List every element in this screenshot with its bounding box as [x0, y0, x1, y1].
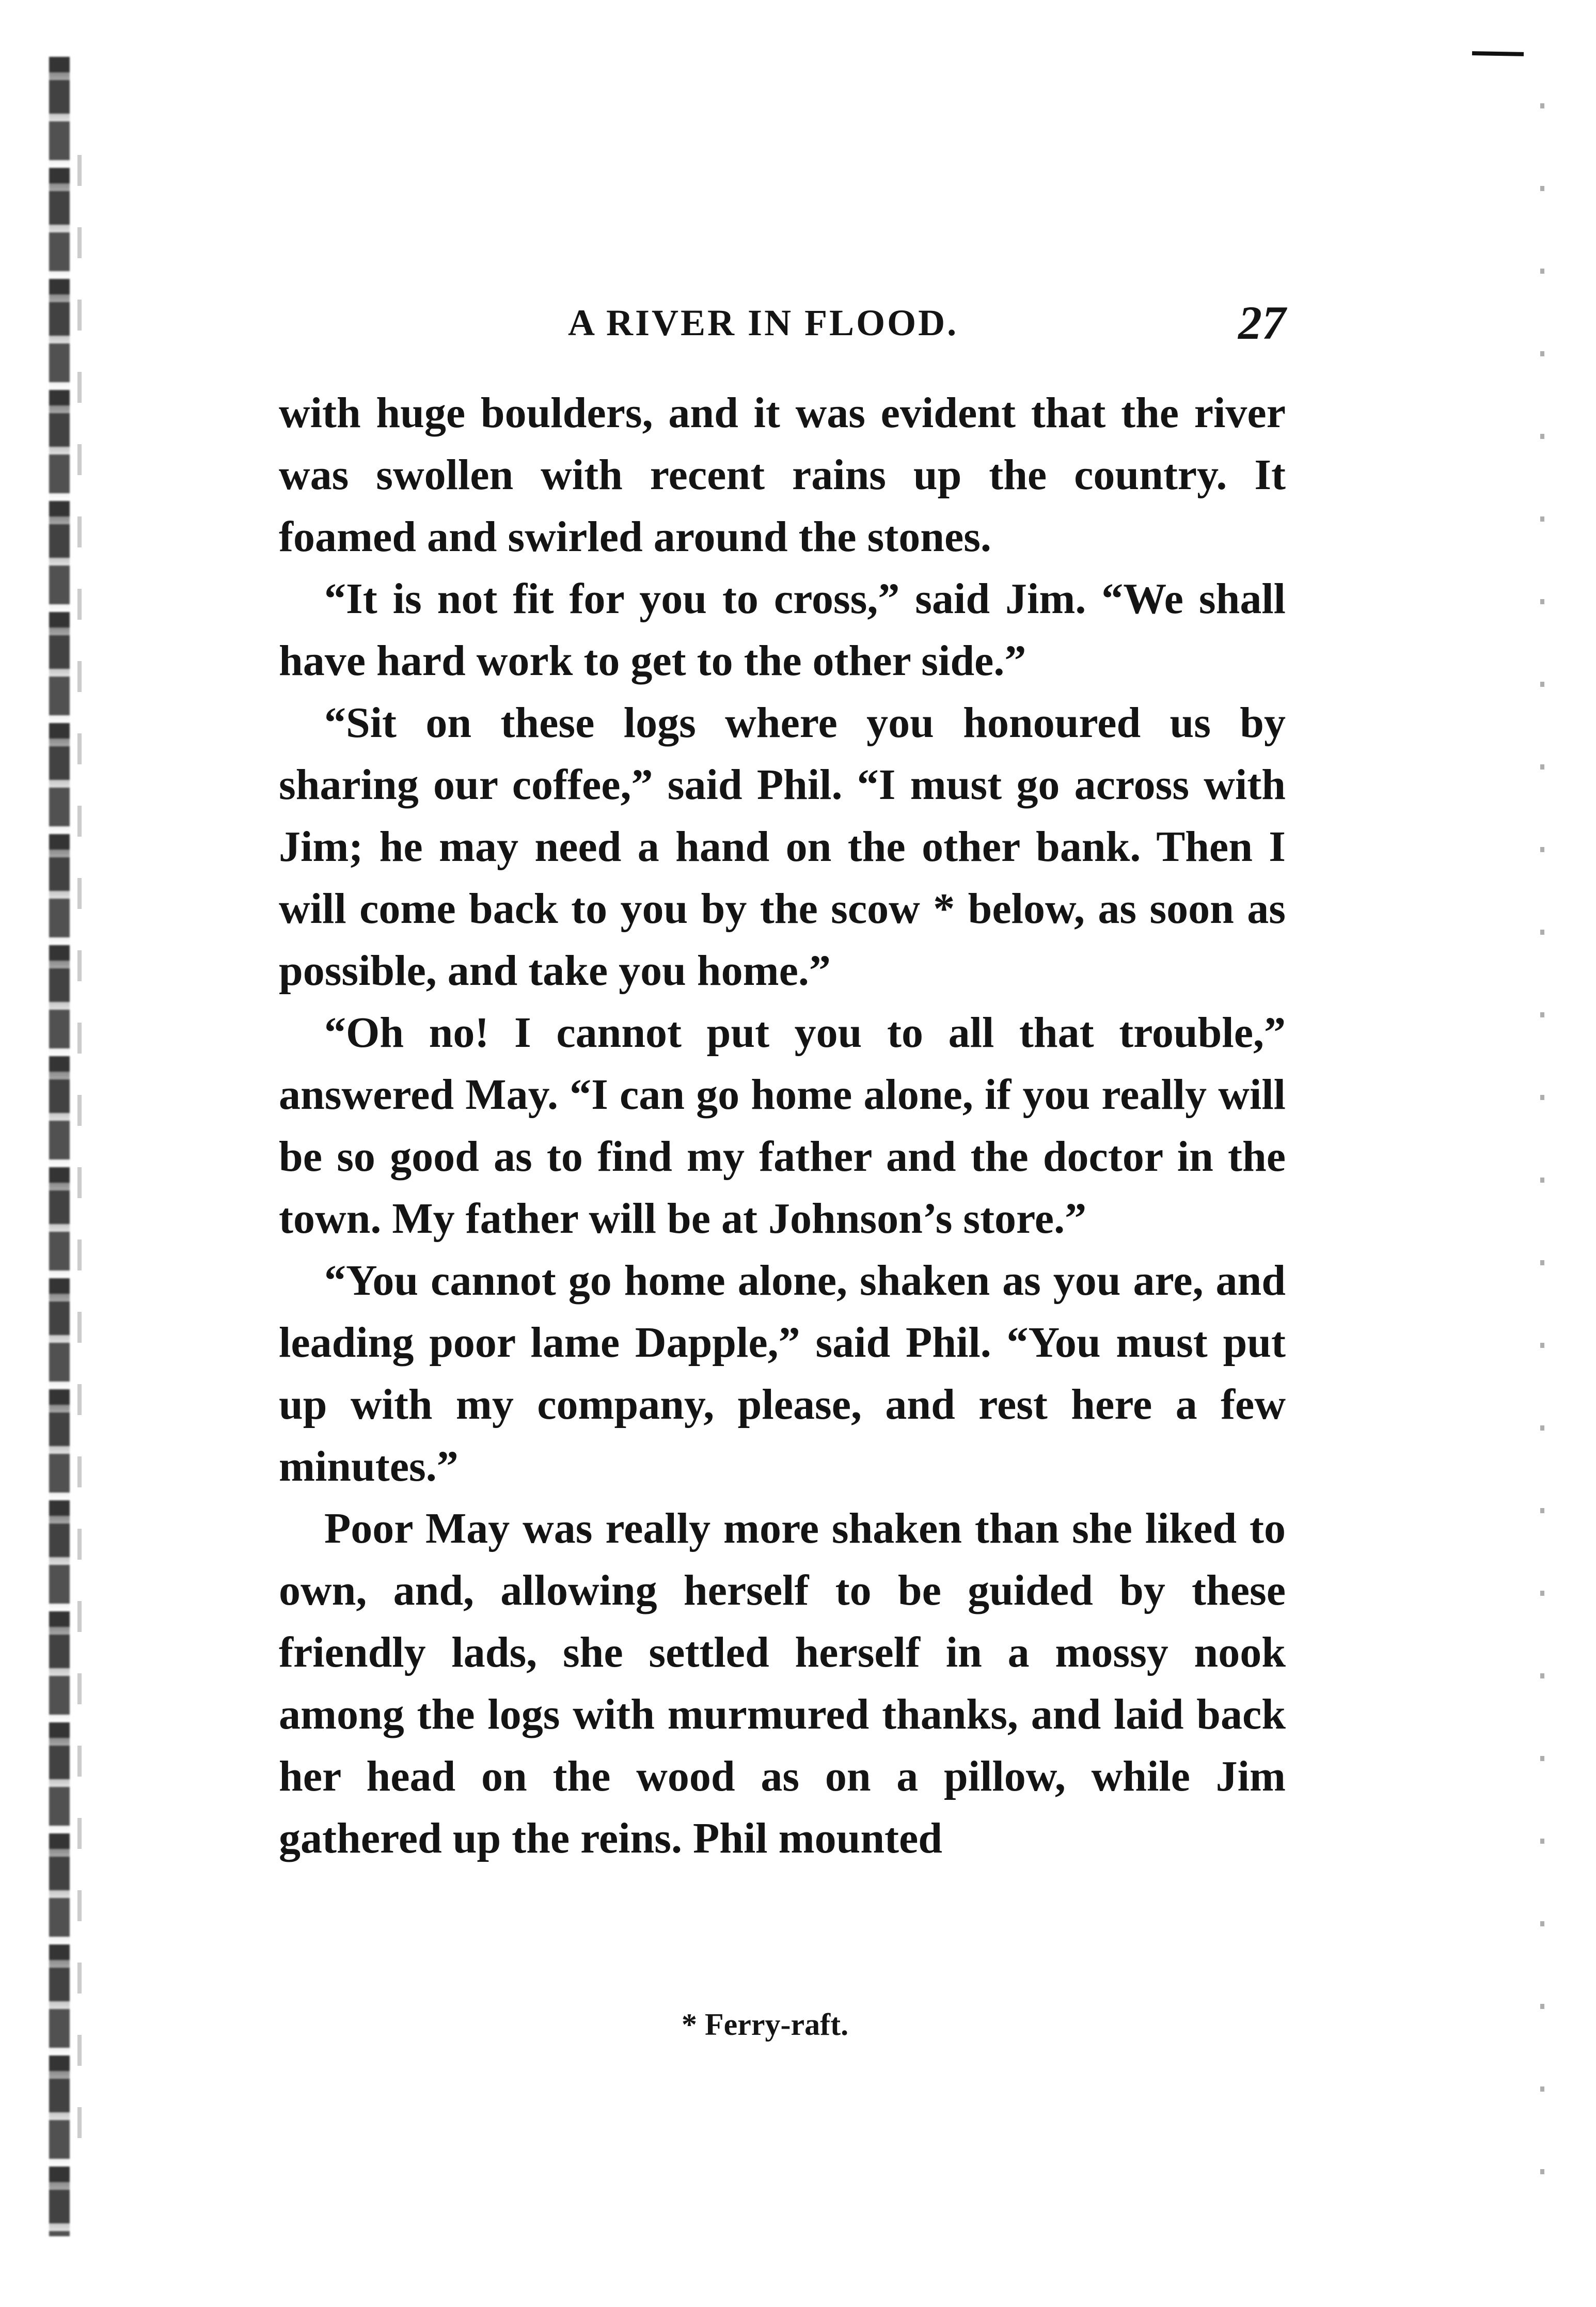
running-title: A RIVER IN FLOOD.: [568, 302, 959, 343]
scan-binding-edge: [49, 57, 70, 2236]
footnote: * Ferry-raft.: [682, 2007, 849, 2042]
scan-edge-specks: [1540, 103, 1544, 2221]
running-head: [279, 292, 1286, 354]
scan-binding-shadow: [77, 155, 82, 2169]
scan-edge-mark: [1472, 51, 1524, 56]
paragraph: “Sit on these logs where you honoured us by sharing our coffee,” said Phil. “I must go across with Jim; he may need a hand on the other bank. Then I will come back to you by the scow * below, as soon as possible, and take you home.”: [279, 699, 1286, 995]
paragraph: “You cannot go home alone, shaken as you are, and leading poor lame Dapple,” said Phil. “You must put up with my company, please, and rest here a few minutes.”: [279, 1257, 1286, 1490]
paragraph: with huge boulders, and it was evident that the river was swollen with recent rains up the country. It foamed and swirled around the stones.: [279, 389, 1286, 561]
paragraph: “Oh no! I cannot put you to all that trouble,” answered May. “I can go home alone, if you really will be so good as to find my father and the doctor in the town. My father will be at Johnson’s store.”: [279, 1009, 1286, 1243]
paragraph: Poor May was really more shaken than she liked to own, and, allowing herself to be guided by these friendly lads, she settled herself in a mossy nook among the logs with murmured thanks, and laid back her head on the wood as on a pillow, while Jim gathered up the reins. Phil mounted: [279, 1504, 1286, 1862]
paragraph: “It is not fit for you to cross,” said Jim. “We shall have hard work to get to the other side.”: [279, 575, 1286, 685]
body-text: [279, 382, 1286, 1870]
page-number: 27: [1238, 296, 1286, 349]
